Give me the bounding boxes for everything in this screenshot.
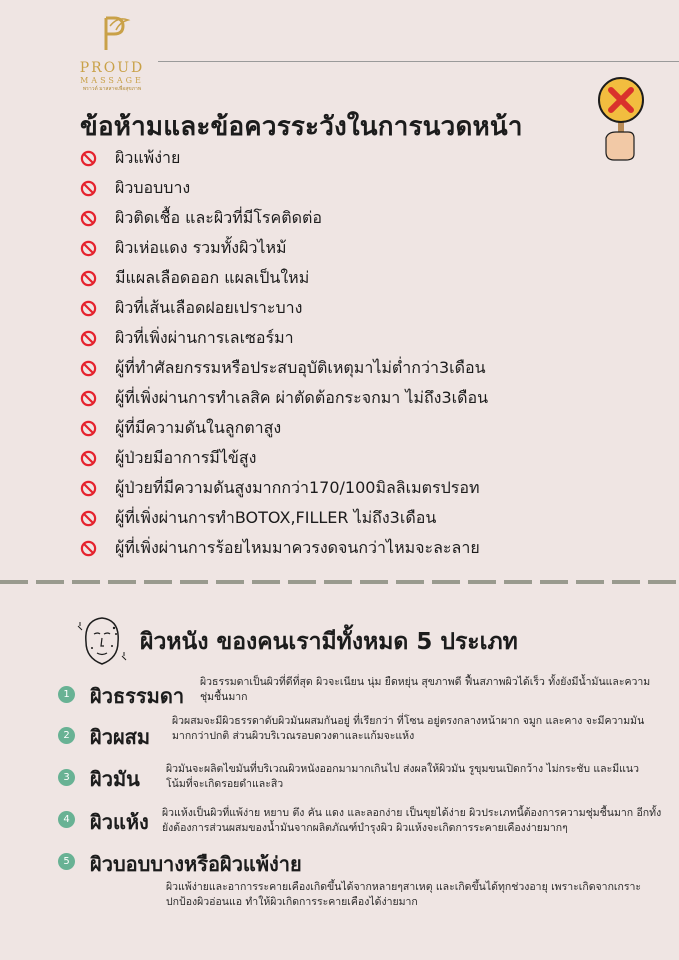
no-entry-icon bbox=[80, 480, 97, 497]
contraindication-list bbox=[80, 143, 488, 563]
dashed-divider bbox=[0, 580, 679, 584]
contraindication-item bbox=[80, 383, 488, 413]
no-entry-icon bbox=[80, 270, 97, 287]
prohibited-sign-icon bbox=[594, 76, 648, 164]
no-entry-icon bbox=[80, 330, 97, 347]
contraindication-text: ผิวที่เส้นเลือดฝอยเปราะบาง bbox=[115, 297, 303, 317]
number-badge: 4 bbox=[58, 811, 75, 828]
contraindication-text: ผู้ป่วยที่มีความดันสูงมากกว่า170/100มิลลิเมตรปรอท bbox=[115, 477, 480, 497]
contraindication-item bbox=[80, 263, 488, 293]
no-entry-icon bbox=[80, 420, 97, 437]
skin-type-desc: ผิวมันจะผลิตไขมันที่บริเวณผิวหนังออกมามากเกินไป ส่งผลให้ผิวมัน รูขุมขนเปิดกว้าง ไม่กระชับ และมีแนวโน้มที่จะเกิดรอยดำและสิว bbox=[166, 763, 640, 790]
contraindication-text: ผิวเห่อแดง รวมทั้งผิวไหม้ bbox=[115, 237, 287, 257]
brand-tagline: พราวด์ มาสสาจเพื่อสุขภาพ bbox=[82, 86, 142, 92]
skin-type-name: ผิวธรรมดา bbox=[90, 684, 185, 708]
brand-sub: MASSAGE bbox=[80, 76, 144, 85]
skin-type-name: ผิวบอบบางหรือผิวแพ้ง่าย bbox=[90, 852, 302, 876]
skin-type-name: ผิวมัน bbox=[90, 767, 140, 791]
number-badge: 5 bbox=[58, 853, 75, 870]
no-entry-icon bbox=[80, 510, 97, 527]
contraindication-text: ผู้ป่วยมีอาการมีไข้สูง bbox=[115, 447, 257, 467]
number-badge: 3 bbox=[58, 769, 75, 786]
contraindication-item bbox=[80, 173, 488, 203]
skin-types-title: ผิวหนัง ของคนเรามีทั้งหมด 5 ประเภท bbox=[140, 629, 518, 655]
contraindication-text: ผู้ที่เพิ่งผ่านการร้อยไหมมาควรงดจนกว่าไหมจะละลาย bbox=[115, 537, 480, 557]
brand-name: PROUD bbox=[79, 60, 145, 76]
contraindication-text: ผิวติดเชื้อ และผิวที่มีโรคติดต่อ bbox=[115, 207, 322, 227]
skin-type-desc: ผิวผสมจะมีผิวธรรดาดับผิวมันผสมกันอยู่ ที่เรียกว่า ที่โซน อยู่ตรงกลางหน้าผาก จมูก และคาง จะมีความมันมากกว่าปกติ ส่วนผิวบริเวณรอบดวงตาและแก้มจะแห้ง bbox=[172, 715, 645, 742]
no-entry-icon bbox=[80, 240, 97, 257]
no-entry-icon bbox=[80, 390, 97, 407]
no-entry-icon bbox=[80, 150, 97, 167]
contraindication-item bbox=[80, 203, 488, 233]
skin-type-desc: ผิวแพ้ง่ายและอาการระคายเคืองเกิดขึ้นได้จากหลายๆสาเหตุ และเกิดขึ้นได้ทุกช่วงอายุ เพราะเกิดจากเกราะปกป้องผิวอ่อนแอ ทำให้ผิวเกิดการระคายเคืองได้ง่ายมาก bbox=[166, 881, 642, 908]
contraindication-item bbox=[80, 533, 488, 563]
proud-p-logo-icon bbox=[92, 14, 132, 54]
top-divider bbox=[158, 61, 679, 62]
contraindication-item bbox=[80, 413, 488, 443]
no-entry-icon bbox=[80, 540, 97, 557]
brand-logo bbox=[66, 14, 158, 93]
no-entry-icon bbox=[80, 180, 97, 197]
contraindication-item bbox=[80, 503, 488, 533]
page-title: ข้อห้ามและข้อควรระวังในการนวดหน้า bbox=[80, 112, 523, 142]
contraindication-item bbox=[80, 293, 488, 323]
no-entry-icon bbox=[80, 360, 97, 377]
contraindication-text: ผิวแพ้ง่าย bbox=[115, 147, 181, 167]
contraindication-item bbox=[80, 473, 488, 503]
contraindication-text: ผู้ที่เพิ่งผ่านการทำเลสิค ผ่าตัดต้อกระจกมา ไม่ถึง3เดือน bbox=[115, 387, 489, 407]
skin-type-name: ผิวผสม bbox=[90, 725, 151, 749]
skin-type-name: ผิวแห้ง bbox=[90, 810, 149, 834]
contraindication-text: ผู้ที่ทำศัลยกรรมหรือประสบอุบัติเหตุมาไม่ต่ำกว่า3เดือน bbox=[115, 357, 486, 377]
no-entry-icon bbox=[80, 450, 97, 467]
no-entry-icon bbox=[80, 300, 97, 317]
no-entry-icon bbox=[80, 210, 97, 227]
contraindication-item bbox=[80, 353, 488, 383]
skin-type-desc: ผิวแห้งเป็นผิวที่แพ้ง่าย หยาบ ตึง คัน แดง และลอกง่าย เป็นขุยได้ง่าย ผิวประเภทนี้ต้องการความชุ่มชื้นมาก อีกทั้งยังต้องการส่วนผสมของน้ำมันจากผลิตภัณฑ์บำรุงผิว ผิวแห้งจะเกิดการระคายเคืองง่ายมากๆ bbox=[162, 807, 662, 834]
contraindication-text: ผิวบอบบาง bbox=[115, 177, 191, 197]
contraindication-text: ผิวที่เพิ่งผ่านการเลเซอร์มา bbox=[115, 327, 294, 347]
skin-type-desc: ผิวธรรมดาเป็นผิวที่ดีที่สุด ผิวจะเนียน นุ่ม ยืดหยุ่น สุขภาพดี ฟื้นสภาพผิวได้เร็ว ทั้งยังมีน้ำมันและความชุ่มชื้นมาก bbox=[200, 676, 651, 703]
contraindication-item bbox=[80, 443, 488, 473]
contraindication-text: มีแผลเลือดออก แผลเป็นใหม่ bbox=[115, 267, 310, 287]
contraindication-text: ผู้ที่เพิ่งผ่านการทำBOTOX,FILLER ไม่ถึง3เดือน bbox=[115, 507, 437, 527]
face-skin-icon bbox=[74, 612, 130, 670]
number-badge: 2 bbox=[58, 727, 75, 744]
contraindication-item bbox=[80, 143, 488, 173]
contraindication-text: ผู้ที่มีความดันในลูกตาสูง bbox=[115, 417, 282, 437]
contraindication-item bbox=[80, 233, 488, 263]
contraindication-item bbox=[80, 323, 488, 353]
number-badge: 1 bbox=[58, 686, 75, 703]
